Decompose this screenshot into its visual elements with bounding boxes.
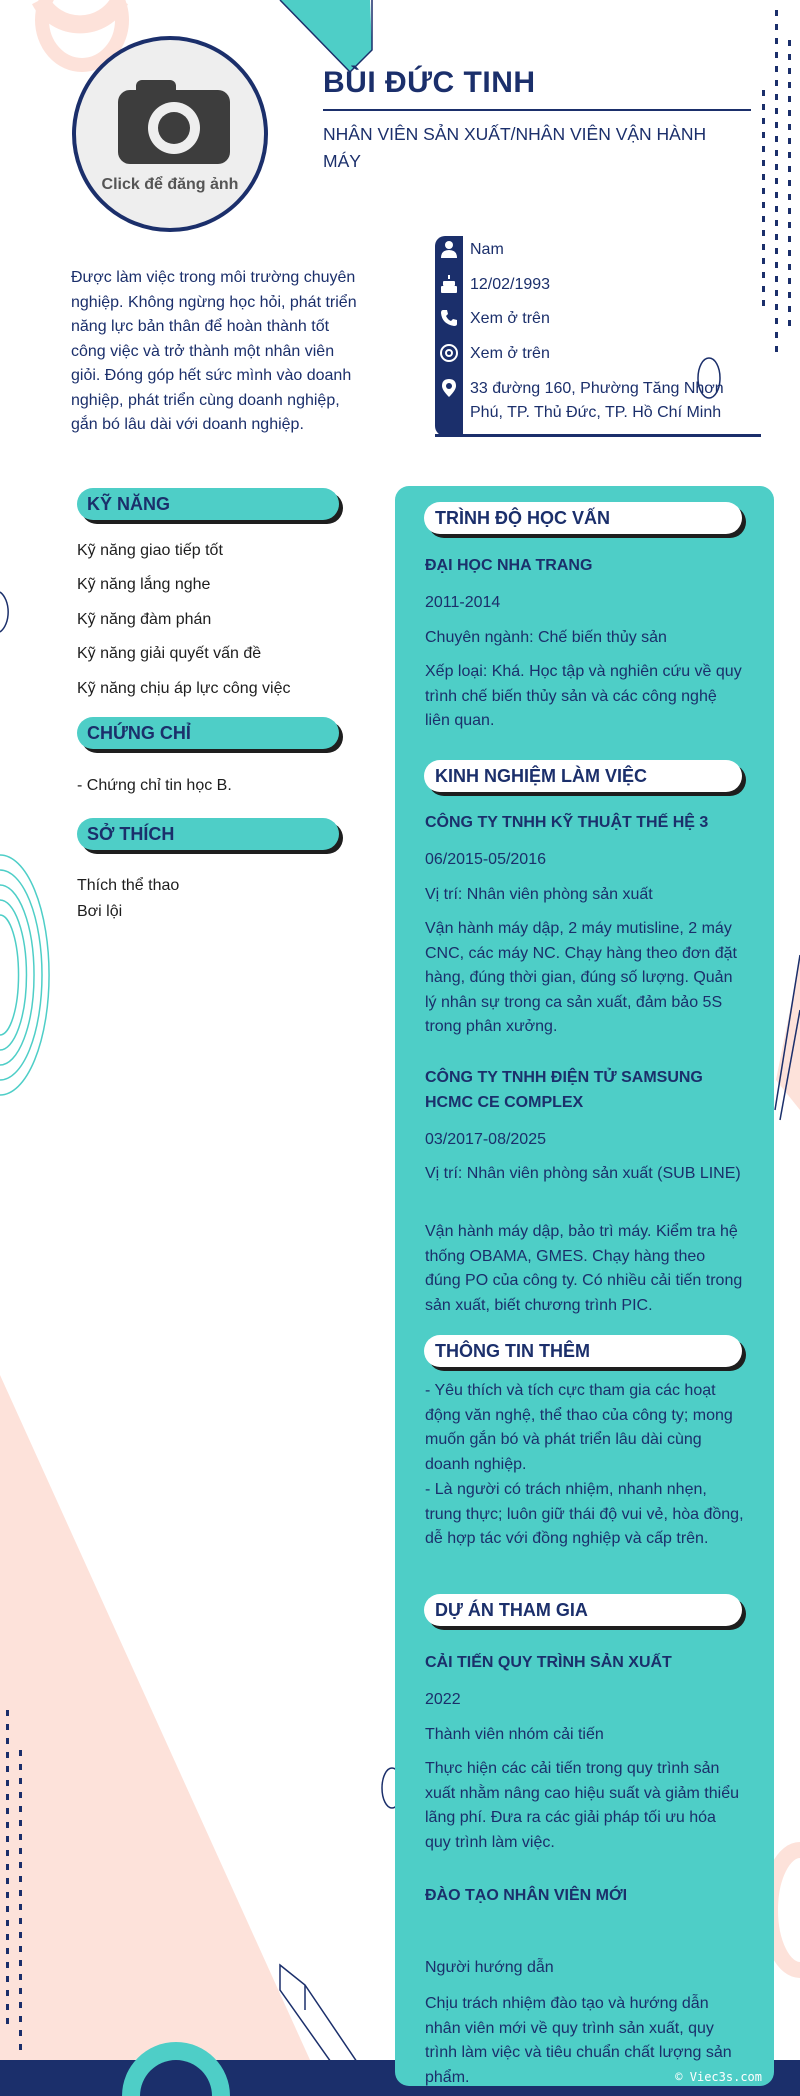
skills-heading: KỸ NĂNG — [77, 488, 339, 520]
projects-heading: DỰ ÁN THAM GIA — [424, 1594, 742, 1626]
profile-photo-placeholder[interactable] — [72, 36, 268, 232]
job-description: Vận hành máy dập, 2 máy mutisline, 2 máy CNC, các máy NC. Chạy hàng theo đơn đặt hàng, đúng thời gian, đúng số lượng. Quản lý nhân sự trong ca sản xuất, đảm bảo 5S trong phân xưởng. — [425, 920, 737, 1035]
project-description: Thực hiện các cải tiến trong quy trình sản xuất nhằm nâng cao hiệu suất và giảm thiểu lãng phí. Đưa ra các giải pháp tối ưu hóa quy trình làm việc. — [425, 1760, 739, 1851]
education-major: Chuyên ngành: Chế biến thủy sản — [425, 629, 667, 646]
certificates-heading: CHỨNG CHỈ — [77, 717, 339, 749]
project-year: 2022 — [425, 1691, 461, 1708]
education-heading: TRÌNH ĐỘ HỌC VẤN — [424, 502, 742, 534]
contact-divider — [435, 434, 761, 437]
contact-gender: Nam — [470, 241, 504, 258]
birthday-cake-icon — [439, 274, 459, 294]
skill-item: Kỹ năng chịu áp lực công việc — [77, 680, 291, 697]
skill-item: Kỹ năng đàm phán — [77, 611, 212, 628]
email-at-icon — [439, 343, 459, 363]
photo-caption: Click để đăng ảnh — [101, 176, 239, 193]
education-school: ĐẠI HỌC NHA TRANG — [425, 557, 593, 574]
contact-email[interactable]: Xem ở trên — [470, 345, 550, 362]
hobbies-heading: SỞ THÍCH — [77, 818, 339, 850]
name-divider — [323, 109, 751, 111]
project-role: Thành viên nhóm cải tiến — [425, 1726, 604, 1743]
experience-heading: KINH NGHIỆM LÀM VIỆC — [424, 760, 742, 792]
hobby-item: Bơi lội — [77, 903, 123, 920]
candidate-name: BÙI ĐỨC TINH — [323, 66, 536, 99]
contact-phone[interactable]: Xem ở trên — [470, 310, 550, 327]
project-description: Chịu trách nhiệm đào tạo và hướng dẫn nhân viên mới về quy trình sản xuất, quy trình làm việc và tiêu chuẩn chất lượng sản phẩm. — [425, 1995, 732, 2086]
phone-icon — [439, 308, 459, 328]
job-title: NHÂN VIÊN SẢN XUẤT/NHÂN VIÊN VẬN HÀNH MÁY — [323, 124, 707, 171]
person-icon — [439, 239, 459, 259]
job-company: CÔNG TY TNHH KỸ THUẬT THẾ HỆ 3 — [425, 814, 709, 831]
education-period: 2011-2014 — [425, 594, 501, 611]
job-position: Vị trí: Nhân viên phòng sản xuất — [425, 886, 653, 903]
additional-info-heading: THÔNG TIN THÊM — [424, 1335, 742, 1367]
project-name: ĐÀO TẠO NHÂN VIÊN MỚI — [425, 1887, 628, 1904]
contact-birthday: 12/02/1993 — [470, 276, 551, 293]
camera-icon — [114, 66, 234, 166]
footer-circle-decoration — [110, 2016, 250, 2096]
skill-item: Kỹ năng giao tiếp tốt — [77, 542, 223, 559]
certificate-item: - Chứng chỉ tin học B. — [77, 777, 232, 794]
education-grade: Xếp loại: Khá. Học tập và nghiên cứu về quy trình chế biến thủy sản và các công nghệ liên quan. — [425, 663, 742, 729]
hobby-item: Thích thể thao — [77, 877, 180, 894]
contact-address: 33 đường 160, Phường Tăng Nhơn Phú, TP. Thủ Đức, TP. Hồ Chí Minh — [470, 380, 724, 421]
project-name: CẢI TIẾN QUY TRÌNH SẢN XUẤT — [425, 1654, 672, 1671]
skill-item: Kỹ năng lắng nghe — [77, 576, 211, 593]
job-period: 03/2017-08/2025 — [425, 1131, 546, 1148]
project-role: Người hướng dẫn — [425, 1959, 554, 1976]
job-company: CÔNG TY TNHH ĐIỆN TỬ SAMSUNG HCMC CE COMPLEX — [425, 1069, 703, 1111]
contact-icon-bar — [435, 236, 463, 436]
watermark: © Viec3s.com — [675, 2070, 762, 2084]
job-description: Vận hành máy dập, bảo trì máy. Kiểm tra hệ thống OBAMA, GMES. Chạy hàng theo đúng PO của công ty. Có nhiều cải tiến trong sản xuất, biết chương trình PIC. — [425, 1223, 743, 1314]
career-objective: Được làm việc trong môi trường chuyên nghiệp. Không ngừng học hỏi, phát triển năng lực bản thân để hoàn thành tốt công việc và trở thành một nhân viên giỏi. Đóng góp hết sức mình vào doanh nghiệp, phát triển cùng doanh nghiệp, gắn bó lâu dài với doanh nghiệp. — [71, 269, 357, 433]
additional-info-text: - Yêu thích và tích cực tham gia các hoạt động văn nghệ, thể thao của công ty; mong muốn gắn bó và phát triển lâu dài cùng doanh nghiệp. — [425, 1382, 733, 1473]
location-pin-icon — [439, 378, 459, 398]
job-period: 06/2015-05/2016 — [425, 851, 546, 868]
job-position: Vị trí: Nhân viên phòng sản xuất (SUB LINE) — [425, 1165, 741, 1182]
additional-info-text: - Là người có trách nhiệm, nhanh nhẹn, trung thực; luôn giữ thái độ vui vẻ, hòa đồng, dễ hợp tác với đồng nghiệp và cấp trên. — [425, 1481, 744, 1547]
skill-item: Kỹ năng giải quyết vấn đề — [77, 645, 262, 662]
